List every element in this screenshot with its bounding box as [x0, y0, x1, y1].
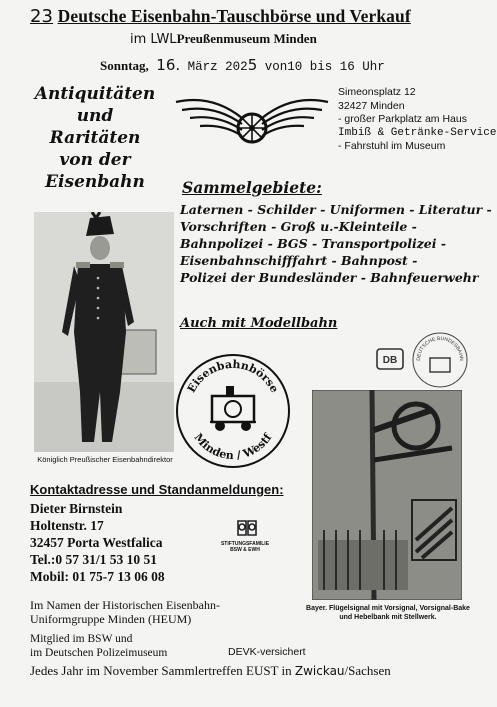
- heum-line2: Uniformgruppe Minden (HEUM): [30, 612, 192, 626]
- contact-tel: Tel.:0 57 31/1 53 10 51: [30, 552, 158, 567]
- stiftung-label: [214, 541, 276, 553]
- railway-director-photo: [34, 212, 174, 452]
- signal-photo: [312, 390, 462, 600]
- antiq-line: und: [76, 106, 114, 126]
- date-month-year: März 202: [187, 60, 248, 74]
- membership-line1: Mitglied im BSW und: [30, 633, 133, 645]
- db-small-label: DB: [382, 355, 398, 366]
- venue-prefix: im LWL: [130, 32, 177, 47]
- sammelgebiete-list: [180, 201, 492, 286]
- antiq-line: von der: [59, 150, 131, 170]
- antiq-line: Eisenbahn: [45, 172, 145, 192]
- svg-text:Minden / Westf: [192, 430, 275, 462]
- date-day: 16.: [156, 56, 181, 74]
- sammelgebiete-line: Vorschriften - Groß u.-Kleinteile -: [180, 219, 417, 234]
- contact-name: Dieter Birnstein: [30, 501, 123, 516]
- stamp-text-top: Eisenbahnbörse: [184, 357, 282, 395]
- sammelgebiete-line: Polizei der Bundesländer - Bahnfeuerwehr: [180, 270, 479, 285]
- contact-street: Holtenstr. 17: [30, 518, 104, 533]
- venue-name: Preußenmuseum Minden: [176, 31, 317, 46]
- address-city: 32427 Minden: [338, 99, 405, 112]
- footer-note: [30, 663, 391, 679]
- date-year-digit: 5: [247, 56, 258, 74]
- footer-suffix: /Sachsen: [344, 663, 391, 678]
- contact-mobil: Mobil: 01 75-7 13 06 08: [30, 569, 165, 584]
- date-label: Sonntag,: [100, 58, 149, 73]
- winged-wheel-logo: [172, 88, 332, 154]
- title-text: Deutsche Eisenbahn-Tauschbörse und Verkauf: [57, 6, 411, 26]
- membership-block: [30, 632, 167, 660]
- deutsche-bundesbahn-logo-icon: [410, 330, 470, 390]
- locomotive-icon: [210, 386, 256, 431]
- venue: [130, 31, 317, 47]
- sammelgebiete-line: Eisenbahnschifffahrt - Bahnpost -: [180, 253, 418, 268]
- address-block: [338, 86, 496, 154]
- address-parking: - großer Parkplatz am Haus: [338, 113, 467, 125]
- sammelgebiete-line: Bahnpolizei - BGS - Transportpolizei -: [180, 236, 447, 251]
- photo-caption: Königlich Preußischer Eisenbahndirektor: [37, 455, 173, 464]
- membership-line2: im Deutschen Polizeimuseum: [30, 647, 168, 659]
- db-large-label: DEUTSCHE BUNDESBAHN: [415, 335, 465, 361]
- page-title: [30, 6, 411, 27]
- event-date: [100, 56, 385, 74]
- sammelgebiete-title: Sammelgebiete:: [182, 178, 322, 197]
- address-catering: Imbiß & Getränke-Service: [338, 126, 497, 139]
- signal-caption: Bayer. Flügelsignal mit Vorsignal, Vorsignal-Bake und Hebelbank mit Stellwerk.: [306, 605, 470, 621]
- footer-city: Zwickau: [294, 664, 345, 678]
- eisenbahnboerse-stamp: [174, 352, 292, 470]
- stamp-text-bottom: Minden / Westf: [191, 430, 275, 463]
- address-street: Simeonsplatz 12: [338, 86, 416, 98]
- db-logo-icon: [376, 348, 404, 370]
- title-number: 23: [30, 6, 54, 27]
- devk-note: DEVK-versichert: [228, 646, 306, 658]
- stiftung-line2: BSW & EWH: [230, 547, 260, 553]
- address-elevator: - Fahrstuhl im Museum: [338, 140, 446, 152]
- contact-block: [30, 500, 165, 585]
- antiquitaeten-heading: [30, 83, 160, 193]
- kontakt-heading: Kontaktadresse und Standanmeldungen:: [30, 482, 284, 497]
- antiq-line: Antiquitäten: [34, 84, 156, 104]
- heum-line1: Im Namen der Historischen Eisenbahn-: [30, 598, 220, 612]
- antiq-line: Raritäten: [49, 128, 141, 148]
- footer-text: Jedes Jahr im November Sammlertreffen EUST in: [30, 663, 292, 678]
- contact-city: 32457 Porta Westfalica: [30, 535, 163, 550]
- stiftung-line1: STIFTUNGSFAMILIE: [220, 541, 270, 547]
- auch-modellbahn: Auch mit Modellbahn: [180, 316, 338, 331]
- date-time: 10 bis 16 Uhr: [287, 60, 385, 74]
- heum-block: [30, 598, 220, 626]
- sammelgebiete-line: Laternen - Schilder - Uniformen - Literatur -: [180, 202, 492, 217]
- date-time-from: von: [264, 60, 288, 74]
